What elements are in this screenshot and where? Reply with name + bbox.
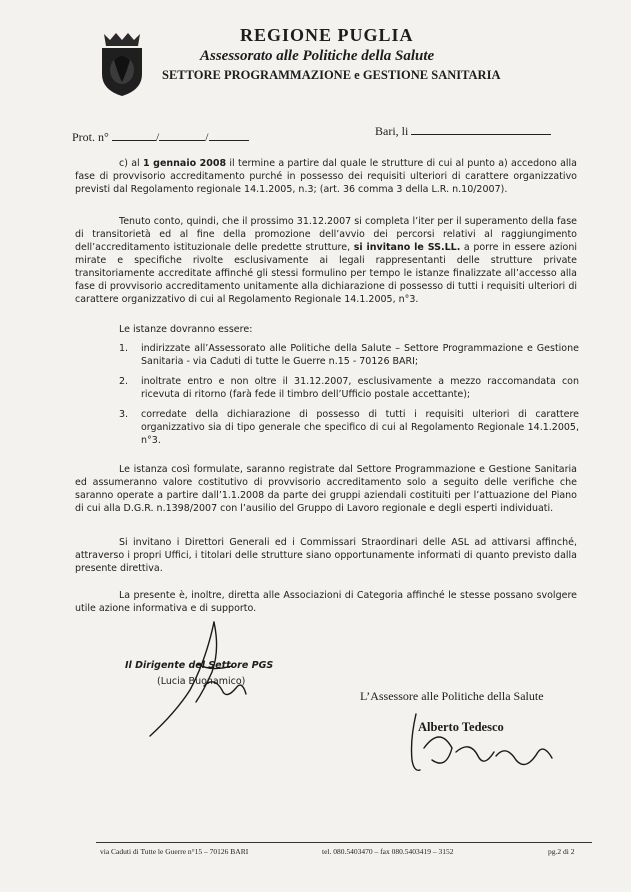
list-item — [119, 375, 579, 401]
protocol-blank-2 — [159, 130, 205, 141]
deadline-date: 1 gennaio 2008 — [142, 158, 227, 169]
paragraph-associations: La presente è, inoltre, diretta alle Associazioni di Categoria affinché le stesse possano svolgere utile azione informativa e di supporto. — [75, 590, 577, 614]
protocol-blank-1 — [112, 130, 156, 141]
assessore-name: Alberto Tedesco — [418, 720, 504, 734]
list-item-text: inoltrate entro e non oltre il 31.12.2007, esclusivamente a mezzo raccomandata con ricevuta di ritorno (farà fede il timbro dell’Ufficio postale accettante); — [141, 376, 579, 400]
paragraph-point-c — [75, 157, 577, 196]
list-item-number: 3. — [119, 409, 129, 420]
footer-page-number: pg.2 di 2 — [548, 847, 575, 856]
protocol-separator: / — [155, 130, 160, 144]
list-item — [119, 342, 579, 368]
protocol-label: Prot. n° — [72, 130, 109, 144]
assessore-role: L’Assessore alle Politiche della Salute — [360, 689, 544, 703]
region-title: REGIONE PUGLIA — [240, 25, 414, 45]
dirigente-name: (Lucia Buonamico) — [157, 676, 246, 687]
invitation-prefix: Tenuto conto, quindi, che il prossimo 31.12.2007 si completa l’iter per il superamento della fase di transitorietà ed al fine della promozione dell’avvio dei percorsi relativi al raggiungimento dell’accreditamento istituzionale delle predette strutture, — [75, 216, 577, 253]
invitation-addressees: si invitano le SS.LL. — [353, 242, 461, 253]
requirements-lead: Le istanze dovranno essere: — [119, 324, 253, 335]
point-c-text: il termine a partire dal quale le strutture di cui al punto a) accedono alla fase di provvisorio accreditamento purché in possesso dei requisiti ulteriori di carattere organizzativo previsti dal Regolamento regionale 14.1.2005, n.3; (art. 36 comma 3 della L.R. n.10/2007). — [75, 158, 577, 195]
list-item-number: 2. — [119, 376, 129, 387]
list-item-text: indirizzate all’Assessorato alle Politiche della Salute – Settore Programmazione e Gestione Sanitaria - via Caduti di tutte le Guerre n.15 - 70126 BARI; — [141, 343, 579, 367]
list-item — [119, 408, 579, 447]
protocol-blank-3 — [209, 130, 249, 141]
list-item-text: corredate della dichiarazione di possesso di tutti i requisiti ulteriori di carattere organizzativo sia di tipo generale che specifico di cui al Regolamento Regionale 14.1.2005, n°3. — [141, 409, 579, 446]
protocol-number — [72, 130, 249, 145]
department-subtitle: Assessorato alle Politiche della Salute — [200, 48, 435, 64]
place-date — [375, 124, 551, 139]
dirigente-role: Il Dirigente del Settore PGS — [125, 660, 274, 671]
paragraph-registration: Le istanza così formulate, saranno registrate dal Settore Programmazione e Gestione Sanitaria ed assumeranno valore costitutivo di provvisorio accreditamento solo a seguito delle verifiche che saranno operate a partire dall’1.1.2008 da parte dei gruppi aziendali costituiti per l’attuazione del Piano di cui alla D.G.R. n.1398/2007 con l’ausilio del Gruppo di Lavoro regionale e degli esperti individuati. — [75, 464, 577, 514]
paragraph-invitation — [75, 215, 577, 306]
footer-phone-fax: tel. 080.5403470 – fax 080.5403419 – 3152 — [322, 847, 454, 856]
sector-heading: SETTORE PROGRAMMAZIONE e GESTIONE SANITARIA — [162, 68, 501, 82]
footer-address: via Caduti di Tutte le Guerre n°15 – 70126 BARI — [100, 847, 249, 856]
invitation-text: a porre in essere azioni mirate e specifiche rivolte esclusivamente ai legali rappresentanti delle strutture private transitoriamente accreditate affinché gli stessi formulino per tempo le istanze finalizzate all’accesso alla fase di provvisorio accreditamento unitamente alla dichiarazione di possesso di tutti i requisiti ulteriori di carattere organizzativo di cui al Regolamento Regionale 14.1.2005, n°3. — [75, 242, 578, 305]
date-blank — [411, 124, 551, 135]
regione-puglia-emblem — [96, 30, 148, 98]
place-date-label: Bari, li — [375, 124, 409, 138]
footer-divider — [96, 842, 592, 843]
protocol-separator: / — [205, 130, 209, 144]
list-item-number: 1. — [119, 343, 129, 354]
point-c-prefix: c) al — [119, 158, 143, 169]
paragraph-asl-invitation: Si invitano i Direttori Generali ed i Commissari Straordinari delle ASL ad attivarsi affinché, attraverso i propri Uffici, i titolari delle strutture siano opportunamente informati di quanto previsto dalla presente direttiva. — [75, 537, 577, 574]
